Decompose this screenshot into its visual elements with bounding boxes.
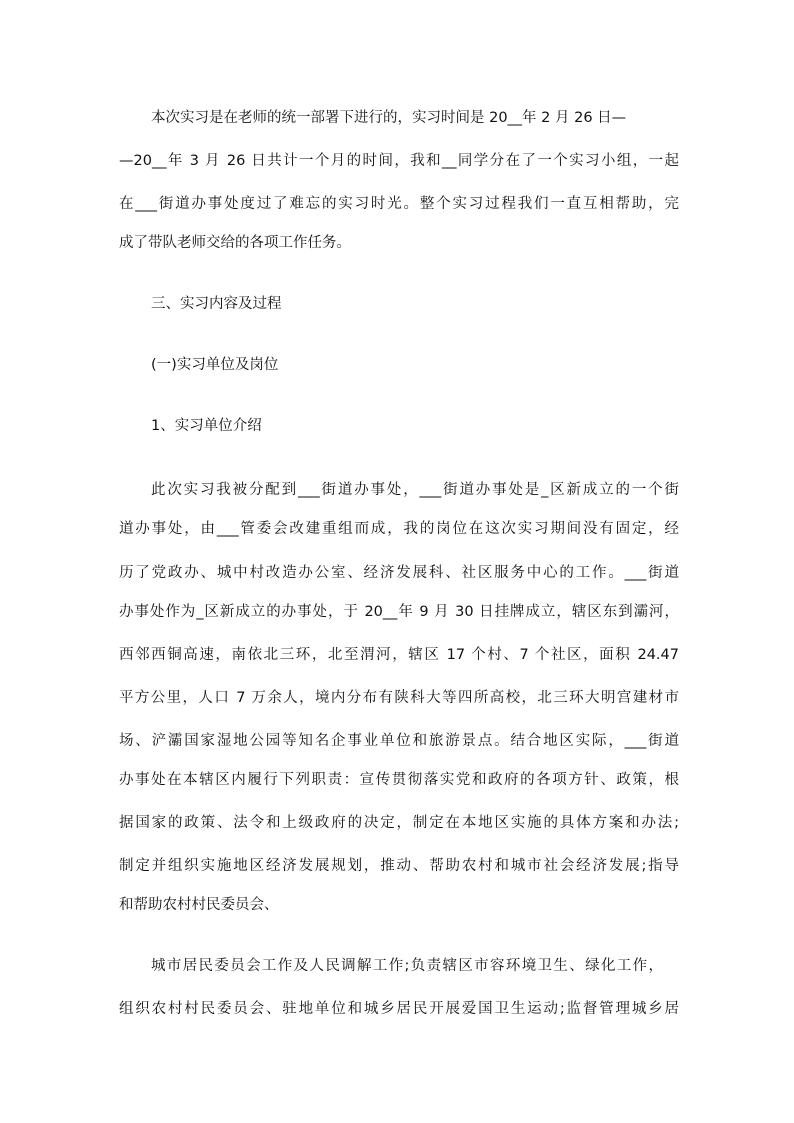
paragraph-2-line-1: 此次实习我被分配到___街道办事处，___街道办事处是_区新成立的一个街	[151, 482, 679, 498]
paragraph-3-line-2: 组织农村村民委员会、驻地单位和城乡居民开展爱国卫生运动;监督管理城乡居	[119, 1001, 679, 1017]
paragraph-2-line-8: 办事处在本辖区内履行下列职责：宣传贯彻落实党和政府的各项方针、政策，根	[119, 772, 679, 788]
paragraph-2-line-11: 和帮助农村村民委员会、	[119, 897, 279, 913]
paragraph-2-line-5: 西邻西铜高速，南依北三环，北至渭河，辖区 17 个村、7 个社区，面积 24.47	[119, 647, 679, 663]
item-heading: 1、实习单位介绍	[151, 418, 262, 434]
paragraph-2-line-4: 办事处作为_区新成立的办事处，于 20__年 9 月 30 日挂牌成立，辖区东到灞河，	[119, 604, 679, 620]
section-heading: 三、实习内容及过程	[151, 296, 282, 312]
paragraph-2-line-9: 据国家的政策、法令和上级政府的决定，制定在本地区实施的具体方案和办法;	[119, 815, 679, 831]
paragraph-2-line-2: 道办事处，由___管委会改建重组而成，我的岗位在这次实习期间没有固定，经	[119, 521, 679, 537]
subsection-heading: (一)实习单位及岗位	[151, 357, 279, 373]
paragraph-1-line-1: 本次实习是在老师的统一部署下进行的，实习时间是 20__年 2 月 26 日—	[151, 110, 627, 126]
paragraph-1-line-4: 成了带队老师交给的各项工作任务。	[119, 235, 351, 251]
paragraph-2-line-10: 制定并组织实施地区经济发展规划，推动、帮助农村和城市社会经济发展;指导	[119, 858, 679, 874]
paragraph-2-line-6: 平方公里，人口 7 万余人，境内分布有陕科大等四所高校，北三环大明宫建材市	[119, 690, 679, 706]
paragraph-1-line-2: —20__年 3 月 26 日共计一个月的时间，我和__同学分在了一个实习小组，一起	[119, 153, 679, 169]
paragraph-2-line-3: 历了党政办、城中村改造办公室、经济发展科、社区服务中心的工作。___街道	[119, 565, 679, 581]
paragraph-1-line-3: 在___街道办事处度过了难忘的实习时光。整个实习过程我们一直互相帮助，完	[119, 196, 679, 212]
paragraph-3-line-1: 城市居民委员会工作及人民调解工作;负责辖区市容环境卫生、绿化工作，	[151, 958, 663, 974]
paragraph-2-line-7: 场、浐灞国家湿地公园等知名企事业单位和旅游景点。结合地区实际，___街道	[119, 733, 679, 749]
